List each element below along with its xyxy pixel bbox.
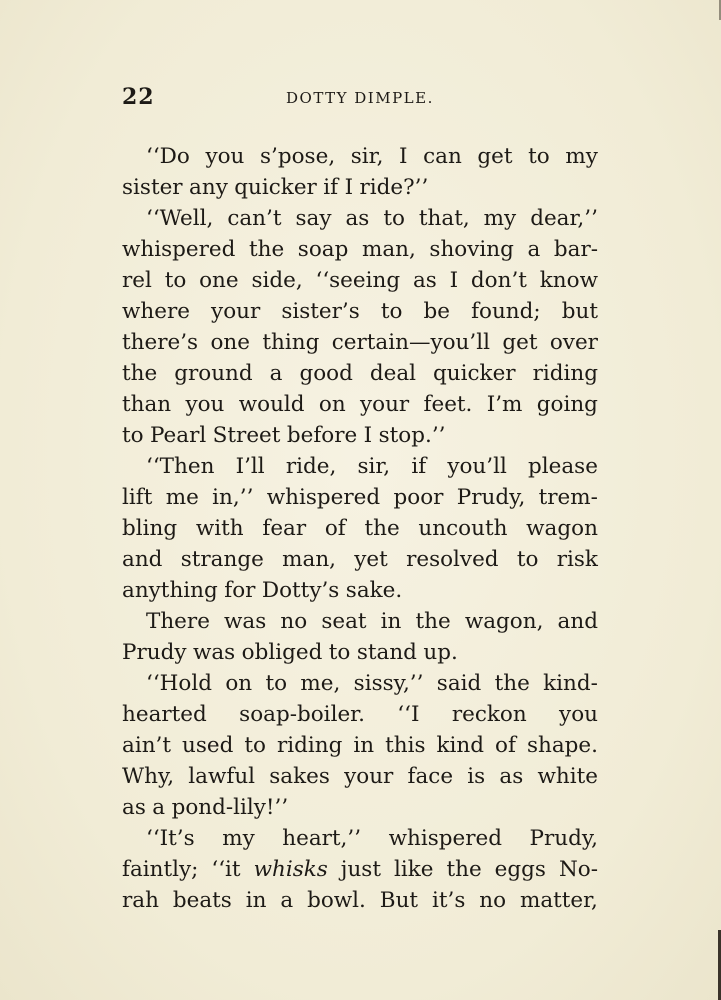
word: hearted: [122, 702, 207, 727]
word: it’s: [431, 888, 466, 913]
word: poor: [393, 485, 444, 510]
text-line: [122, 854, 598, 885]
text-line: [122, 513, 598, 544]
text-line: [122, 575, 598, 606]
word: you’ll: [447, 454, 507, 479]
text-line: [122, 761, 598, 792]
word: if: [323, 175, 339, 200]
text-line: [122, 327, 598, 358]
word: ‘‘it: [211, 857, 241, 882]
word: your: [359, 392, 410, 417]
text-line: [122, 482, 598, 513]
word: to: [122, 423, 144, 448]
word: ride,: [285, 454, 337, 479]
text-line: [122, 668, 598, 699]
word: beats: [172, 888, 232, 913]
word: be: [423, 299, 450, 324]
word: lift: [122, 485, 153, 510]
text-line: [122, 296, 598, 327]
text-line: [122, 730, 598, 761]
word: side,: [251, 268, 303, 293]
word: ‘‘Hold: [146, 671, 213, 696]
word: get: [477, 144, 513, 169]
word: sake.: [345, 578, 403, 603]
word: used: [182, 733, 234, 758]
text-line: [122, 234, 598, 265]
text-line: [122, 203, 598, 234]
word: ground: [174, 361, 253, 386]
word: sir,: [350, 144, 384, 169]
word: the: [122, 361, 158, 386]
running-title: DOTTY DIMPLE.: [286, 89, 434, 107]
word: No-: [558, 857, 598, 882]
word: I: [449, 268, 459, 293]
word: before: [286, 423, 358, 448]
word: resolved: [406, 547, 499, 572]
word: sister: [122, 175, 183, 200]
word: ‘‘seeing: [315, 268, 401, 293]
word: whispered: [122, 237, 236, 262]
word: stop.’’: [378, 423, 446, 448]
word: for: [224, 578, 256, 603]
word: Prudy,: [456, 485, 526, 510]
word: to: [380, 299, 403, 324]
word: ‘‘I: [397, 702, 420, 727]
word: stand: [356, 640, 417, 665]
word: s’pose,: [259, 144, 336, 169]
word: strange: [180, 547, 264, 572]
word: thing: [262, 330, 320, 355]
word: Street: [212, 423, 281, 448]
word: in: [353, 733, 375, 758]
word: the: [446, 857, 482, 882]
word: deal: [369, 361, 417, 386]
word: yet: [354, 547, 388, 572]
word: certain—you’ll: [331, 330, 490, 355]
word: is: [467, 764, 486, 789]
word: to: [383, 206, 405, 231]
word: I’m: [486, 392, 523, 417]
word: eggs: [494, 857, 546, 882]
word: man,: [361, 237, 416, 262]
word: as: [122, 795, 146, 820]
word: feet.: [423, 392, 473, 417]
word: reckon: [451, 702, 527, 727]
word: me: [165, 485, 199, 510]
word: don’t: [470, 268, 527, 293]
text-line: [122, 451, 598, 482]
word: pond-lily!’’: [171, 795, 289, 820]
text-line: [122, 420, 598, 451]
word: no: [479, 888, 507, 913]
word: of: [324, 516, 346, 541]
word: as: [345, 206, 370, 231]
word: quicker: [433, 361, 516, 386]
word: man,: [282, 547, 336, 572]
word: shoving: [429, 237, 514, 262]
word: whispered: [388, 826, 502, 851]
word: sissy,’’: [353, 671, 424, 696]
word: a: [280, 888, 294, 913]
word: please: [528, 454, 598, 479]
word: faintly;: [122, 857, 199, 882]
word: with: [195, 516, 244, 541]
word: your: [211, 299, 261, 324]
word: found;: [471, 299, 541, 324]
text-line: [122, 172, 598, 203]
word: say: [295, 206, 332, 231]
word: but: [561, 299, 598, 324]
text-line: [122, 792, 598, 823]
word: fear: [262, 516, 307, 541]
word: to: [528, 144, 550, 169]
word: know: [539, 268, 598, 293]
word: your: [344, 764, 394, 789]
word: in,’’: [212, 485, 254, 510]
word: can: [423, 144, 462, 169]
word: to: [164, 268, 187, 293]
word: trem-: [538, 485, 598, 510]
word: than: [122, 392, 172, 417]
word: one: [199, 268, 239, 293]
word: bar-: [553, 237, 598, 262]
word: was: [192, 640, 236, 665]
text-line: [122, 389, 598, 420]
word: of: [495, 733, 516, 758]
word: to: [265, 671, 288, 696]
word: the: [364, 516, 400, 541]
word: one: [210, 330, 250, 355]
word: and: [557, 609, 598, 634]
word: as: [499, 764, 524, 789]
word: anything: [122, 578, 218, 603]
word: Prudy: [122, 640, 187, 665]
word: no: [280, 609, 308, 634]
word: There: [146, 609, 210, 634]
word: Dotty’s: [261, 578, 340, 603]
word: risk: [556, 547, 598, 572]
word: kind: [436, 733, 485, 758]
word: my: [565, 144, 598, 169]
word: white: [537, 764, 598, 789]
word: just: [340, 857, 381, 882]
word: like: [393, 857, 434, 882]
word: bowl.: [307, 888, 366, 913]
word: dear,’’: [530, 206, 598, 231]
word: shape.: [526, 733, 598, 758]
word: rel: [122, 268, 152, 293]
word: going: [536, 392, 598, 417]
word: said: [436, 671, 482, 696]
word: riding: [532, 361, 598, 386]
text-line: [122, 606, 598, 637]
word: riding: [276, 733, 343, 758]
word: that,: [418, 206, 470, 231]
word: in: [245, 888, 267, 913]
word: kind-: [543, 671, 598, 696]
word: wagon,: [464, 609, 544, 634]
word: up.: [423, 640, 458, 665]
word: wagon: [526, 516, 598, 541]
word: the: [415, 609, 451, 634]
word: sakes: [269, 764, 330, 789]
word: ride?’’: [359, 175, 429, 200]
text-line: [122, 699, 598, 730]
word: obliged: [241, 640, 323, 665]
word: I: [399, 144, 408, 169]
word: soap-boiler.: [239, 702, 365, 727]
word: sister’s: [281, 299, 360, 324]
body-text: [122, 141, 598, 916]
text-line: [122, 358, 598, 389]
word: ain’t: [122, 733, 172, 758]
word: can’t: [227, 206, 282, 231]
text-line: [122, 265, 598, 296]
word: rah: [122, 888, 159, 913]
word: the: [249, 237, 285, 262]
word: whisks: [253, 857, 328, 882]
word: I’ll: [235, 454, 265, 479]
word: seat: [321, 609, 367, 634]
word: on: [318, 392, 346, 417]
word: you: [205, 144, 245, 169]
word: But: [379, 888, 419, 913]
word: me,: [300, 671, 341, 696]
page-header: [122, 84, 598, 108]
word: uncouth: [418, 516, 508, 541]
word: ‘‘It’s: [146, 826, 195, 851]
word: my: [222, 826, 255, 851]
word: heart,’’: [282, 826, 362, 851]
word: Pearl: [150, 423, 207, 448]
word: was: [224, 609, 267, 634]
word: sir,: [357, 454, 391, 479]
word: to: [516, 547, 539, 572]
word: Why,: [122, 764, 175, 789]
page-number: 22: [122, 84, 155, 110]
text-line: [122, 637, 598, 668]
word: where: [122, 299, 190, 324]
word: a: [527, 237, 541, 262]
word: Prudy,: [529, 826, 598, 851]
word: ‘‘Well,: [146, 206, 214, 231]
word: as: [412, 268, 437, 293]
word: you: [559, 702, 598, 727]
word: I: [344, 175, 354, 200]
word: over: [549, 330, 598, 355]
word: any: [189, 175, 228, 200]
word: and: [122, 547, 163, 572]
word: bling: [122, 516, 178, 541]
word: the: [494, 671, 530, 696]
text-line: [122, 141, 598, 172]
word: I: [363, 423, 373, 448]
word: in: [380, 609, 402, 634]
word: face: [407, 764, 454, 789]
word: you: [185, 392, 225, 417]
word: a: [269, 361, 283, 386]
word: my: [483, 206, 517, 231]
word: matter,: [519, 888, 598, 913]
text-line: [122, 823, 598, 854]
word: would: [238, 392, 305, 417]
text-line: [122, 544, 598, 575]
word: on: [225, 671, 253, 696]
word: lawful: [188, 764, 256, 789]
word: quicker: [234, 175, 317, 200]
word: whispered: [266, 485, 381, 510]
word: soap: [297, 237, 349, 262]
word: if: [411, 454, 427, 479]
word: good: [299, 361, 353, 386]
word: to: [328, 640, 351, 665]
word: to: [244, 733, 266, 758]
word: get: [502, 330, 538, 355]
word: ‘‘Then: [146, 454, 215, 479]
word: ‘‘Do: [146, 144, 190, 169]
word: there’s: [122, 330, 199, 355]
word: this: [385, 733, 426, 758]
word: a: [152, 795, 166, 820]
text-line: [122, 885, 598, 916]
